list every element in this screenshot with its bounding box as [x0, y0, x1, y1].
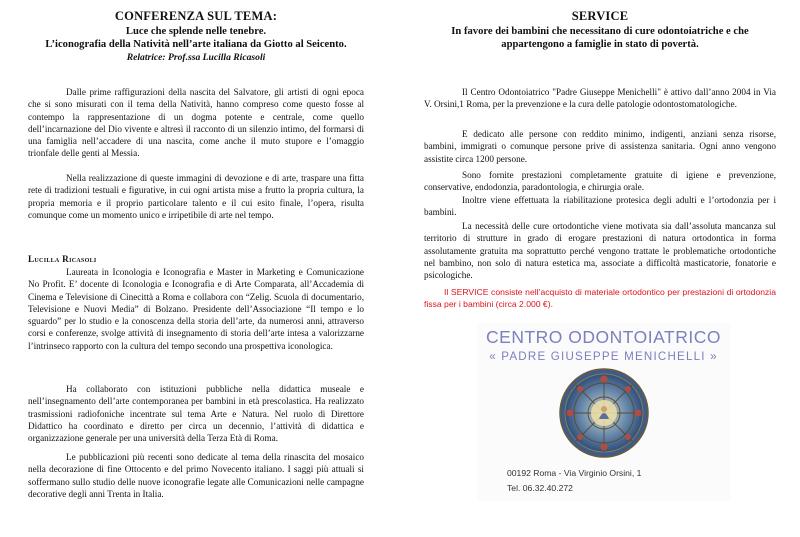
bio-paragraph-1: Laureata in Iconologia e Iconografia e Master in Marketing e Comunicazione No Profit. E’ docente di Iconologia e Iconografia e di Arte Comparata, all’Accademia di Cinema e Televisione di Cinecittà a Roma e collabora con “Zelig. Scuola di documentario, Televisione e Nuovi Media” di Bolzano. Presidente dell’Associazione “Il tempo e lo sguardo” per lo studio e la conoscenza della storia dell’arte, da numerosi anni, attraverso corsi e conferenze, svolge attività di insegnamento di storia dell’arte intesa a valorizzarne l’intrinseco rapporto con la cultura del tempo secondo una prospettiva iconologica. — [28, 267, 364, 351]
logo-subtitle: « PADRE GIUSEPPE MENICHELLI » — [489, 350, 718, 363]
clinic-logo — [477, 323, 730, 501]
service-paragraph-3: Sono fornite prestazioni completamente gratuite di igiene e prevenzione, conservative, endodonzia, paradontologia, e chirurgia orale. — [424, 170, 776, 193]
rose-window-icon — [559, 367, 649, 459]
service-paragraph-4: Inoltre viene effettuata la riabilitazione protesica degli adulti e l’ortodonzia per i bambini. — [424, 195, 776, 218]
logo-name: CENTRO ODONTOIATRICO — [486, 327, 721, 347]
paragraph-2: Nella realizzazione di queste immagini di devozione e di arte, traspare una fitta rete di tradizioni testuali e figurative, in cui ogni artista mise a frutto la propria cultura, la propria memoria e il proprio particolare talento e il cui esito finale, l’opera, risulta comunque come un momento unico e irripetibile di arte nel tempo. — [28, 173, 364, 220]
service-highlight: Il SERVICE consiste nell’acquisto di materiale ortodontico per prestazioni di ortodonzia fissa per i bambini (circa 2.000 €). — [424, 287, 776, 310]
logo-address: 00192 Roma - Via Virginio Orsini, 1 — [507, 468, 642, 478]
logo-phone: Tel. 06.32.40.272 — [507, 483, 573, 493]
conference-title: CONFERENZA SUL TEMA: — [114, 9, 278, 23]
conference-subtitle: Luce che splende nelle tenebre. — [125, 26, 267, 37]
service-paragraph-1: Il Centro Odontoiatrico "Padre Giuseppe Menichelli" è attivo dall’anno 2004 in Via V. Orsini,1 Roma, per la prevenzione e la cura delle patologie odontostomatologiche. — [424, 87, 776, 110]
service-title: SERVICE — [571, 9, 629, 23]
service-subtitle: In favore dei bambini che necessitano di cure odontoiatriche e che appartengono a famiglie in stato di povertà. — [451, 26, 749, 50]
paragraph-1: Dalle prime raffigurazioni della nascita del Salvatore, gli artisti di ogni epoca che si sono misurati con il tema della Natività, hanno compreso come questo fosse al contempo la rappresentazione di un dogma potente e centrale, come quello dell’incarnazione del Dio vivente e altresì il racconto di un silenzio intimo, del formarsi di una famiglia nell’accadere di una nascita, come anche il muto stupore e l’omaggio trionfale delle genti al Messia. — [28, 87, 364, 159]
conference-subtitle-2: L’iconografia della Natività nell’arte italiana da Giotto al Seicento. — [45, 39, 347, 50]
bio-heading: Lucilla Ricasoli — [28, 254, 97, 264]
bio-paragraph-3: Le pubblicazioni più recenti sono dedicate al tema della rinascita del mosaico nella decorazione di fine Ottocento e del primo Novecento italiano. I saggi più attuali si soffermano sullo studio delle nuove iconografie legate alle Comunicazioni nelle campagne decorative degli anni Trenta in Italia. — [28, 452, 364, 499]
service-paragraph-2: E dedicato alle persone con reddito minimo, indigenti, anziani senza risorse, bambini, immigrati o comunque persone prive di assistenza sanitaria. Ogni anno vengono assistite circa 1200 persone. — [424, 129, 776, 164]
service-paragraph-5: La necessità delle cure ortodontiche viene motivata sia dall’assoluta mancanza sul territorio di strutture in grado di erogare prestazioni di natura ortodontica in forma assolutamente gratuita ma soprattutto perché vengono trattate le problematiche ortodontiche nel bambino, non solo di natura estetica ma, associate a difficoltà masticatorie, fonatorie e psicologiche. — [424, 221, 776, 281]
speaker-line: Relatrice: Prof.ssa Lucilla Ricasoli — [126, 52, 266, 63]
bio-paragraph-2: Ha collaborato con istituzioni pubbliche nella didattica museale e nell’insegnamento dell’arte contemporanea per bambini in età prescolastica. Ha realizzato trasmissioni radiofoniche incentrate sul tema Arte e Natura. Nel ruolo di Direttore Didattico ha coordinato e diretto per circa un decennio, l’attività di didattica e organizzazione generale per una università della Terza Età di Roma. — [28, 384, 364, 444]
